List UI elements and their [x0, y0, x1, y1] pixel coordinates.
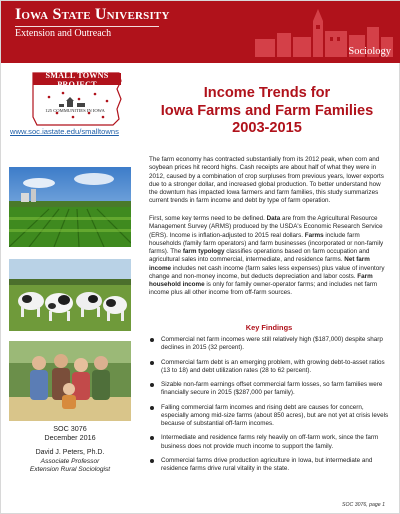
author-name: David J. Peters, Ph.D.	[35, 449, 105, 456]
finding-text: Falling commercial farm incomes and rising debt are causes for concern, especially among mid-size farms (about 850 acres), but are not yet at crisis levels because of substantial off-farm incomes.	[161, 403, 389, 427]
cornfield-photo	[9, 167, 131, 247]
term-farm-typology: farm typology	[182, 248, 225, 255]
finding-text: Commercial farm debt is an emerging problem, with growing debt-to-asset ratios (13 to 18) and debt utilization rates (28 to 62 percent).	[161, 358, 385, 374]
finding-text: Commercial farms drive production agriculture in Iowa, but intermediate and residence farms drive rural vitality in the state.	[161, 456, 373, 472]
finding-item	[149, 404, 389, 429]
finding-text: Commercial net farm incomes were still relatively high ($187,000) despite sharp declines in 2015 (32 percent).	[161, 336, 383, 352]
definitions-text: First, some key terms need to be defined.	[149, 215, 267, 222]
header-banner	[1, 1, 400, 63]
dairy-cows-photo	[9, 259, 131, 331]
extension-name: Extension and Outreach	[15, 28, 112, 39]
definitions-text: classifies operations based on farm occupation and agricultural sales into commercial, intermediate, and residence farms.	[149, 248, 370, 264]
page-footer: SOC 3076, page 1	[342, 502, 385, 508]
finding-item	[149, 434, 389, 451]
bullet-icon	[150, 383, 154, 387]
title-line-2: Iowa Farms and Farm Families	[160, 102, 374, 119]
definitions-text: include farm households (family farm operators) and farm businesses (incorporated or non-family farms). The	[149, 231, 384, 255]
term-net-farm-income: Net farm income	[149, 256, 370, 272]
term-farms: Farms	[304, 231, 324, 239]
term-data: Data	[266, 215, 281, 222]
header-divider	[15, 26, 159, 27]
department-name: Sociology	[348, 46, 391, 57]
definitions-text: are from the Agricultural Resource Management Survey (ARMS) produced by the USDA's Economic Research Service (ERS). Income is inflation-adjusted to 2015 real dollars.	[149, 215, 383, 239]
publication-date: December 2016	[44, 433, 96, 442]
university-name: Iowa State University	[15, 6, 170, 23]
bullet-icon	[150, 406, 154, 410]
logo-title: SMALL TOWNS PROJECT	[45, 71, 109, 89]
farm-family-photo	[9, 341, 131, 421]
bullet-icon	[150, 436, 154, 440]
key-findings-heading: Key Findings	[245, 323, 293, 332]
finding-item	[149, 457, 389, 474]
finding-text: Sizable non-farm earnings offset commercial farm losses, so farm families were financially secure in 2015 ($287,000 per family).	[161, 381, 383, 397]
publication-number: SOC 3076	[53, 424, 87, 433]
definitions-paragraph	[149, 215, 389, 298]
definitions-text: is only for family owner-operator farms; and includes net farm income plus all other income from off-farm sources.	[149, 281, 378, 297]
intro-paragraph: The farm economy has contracted substantially from its 2012 peak, when corn and soybean prices hit record highs. Cash receipts are about half of what they were in 2012, caused by a combination of crop surpluses from previous years, lower exports due to a stronger dollar, and increased global production. To better understand how the downturn has impacted Iowa farmers and farm families, this study summarizes current trends in farm income and debt by type of farm operation.	[149, 156, 384, 205]
definitions-text: includes net cash income (farm sales less expenses) plus value of inventory change and non-money income, but deducts depreciation and labor costs.	[149, 264, 385, 280]
bullet-icon	[150, 338, 154, 342]
bullet-icon	[150, 361, 154, 365]
title-line-3: 2003-2015	[232, 120, 302, 136]
finding-item	[149, 359, 389, 376]
term-farm-household-income: Farm household income	[149, 272, 373, 288]
finding-item	[149, 381, 389, 398]
small-towns-logo	[29, 69, 125, 127]
finding-item	[149, 336, 389, 353]
document-title	[151, 85, 383, 138]
small-towns-link[interactable]: www.soc.iastate.edu/smalltowns	[10, 127, 119, 136]
bullet-icon	[150, 459, 154, 463]
title-line-1: Income Trends for	[203, 85, 331, 101]
author-title: Associate Professor	[40, 457, 100, 465]
key-findings-list	[149, 336, 389, 479]
author-role: Extension Rural Sociologist	[29, 466, 111, 473]
publication-info	[1, 424, 139, 442]
logo-subtitle: 125 COMMUNITIES IN IOWA	[45, 108, 105, 113]
author-block	[1, 449, 139, 475]
finding-text: Intermediate and residence farms rely heavily on off-farm work, since the farm business does not provide much income to support the family.	[161, 434, 379, 450]
